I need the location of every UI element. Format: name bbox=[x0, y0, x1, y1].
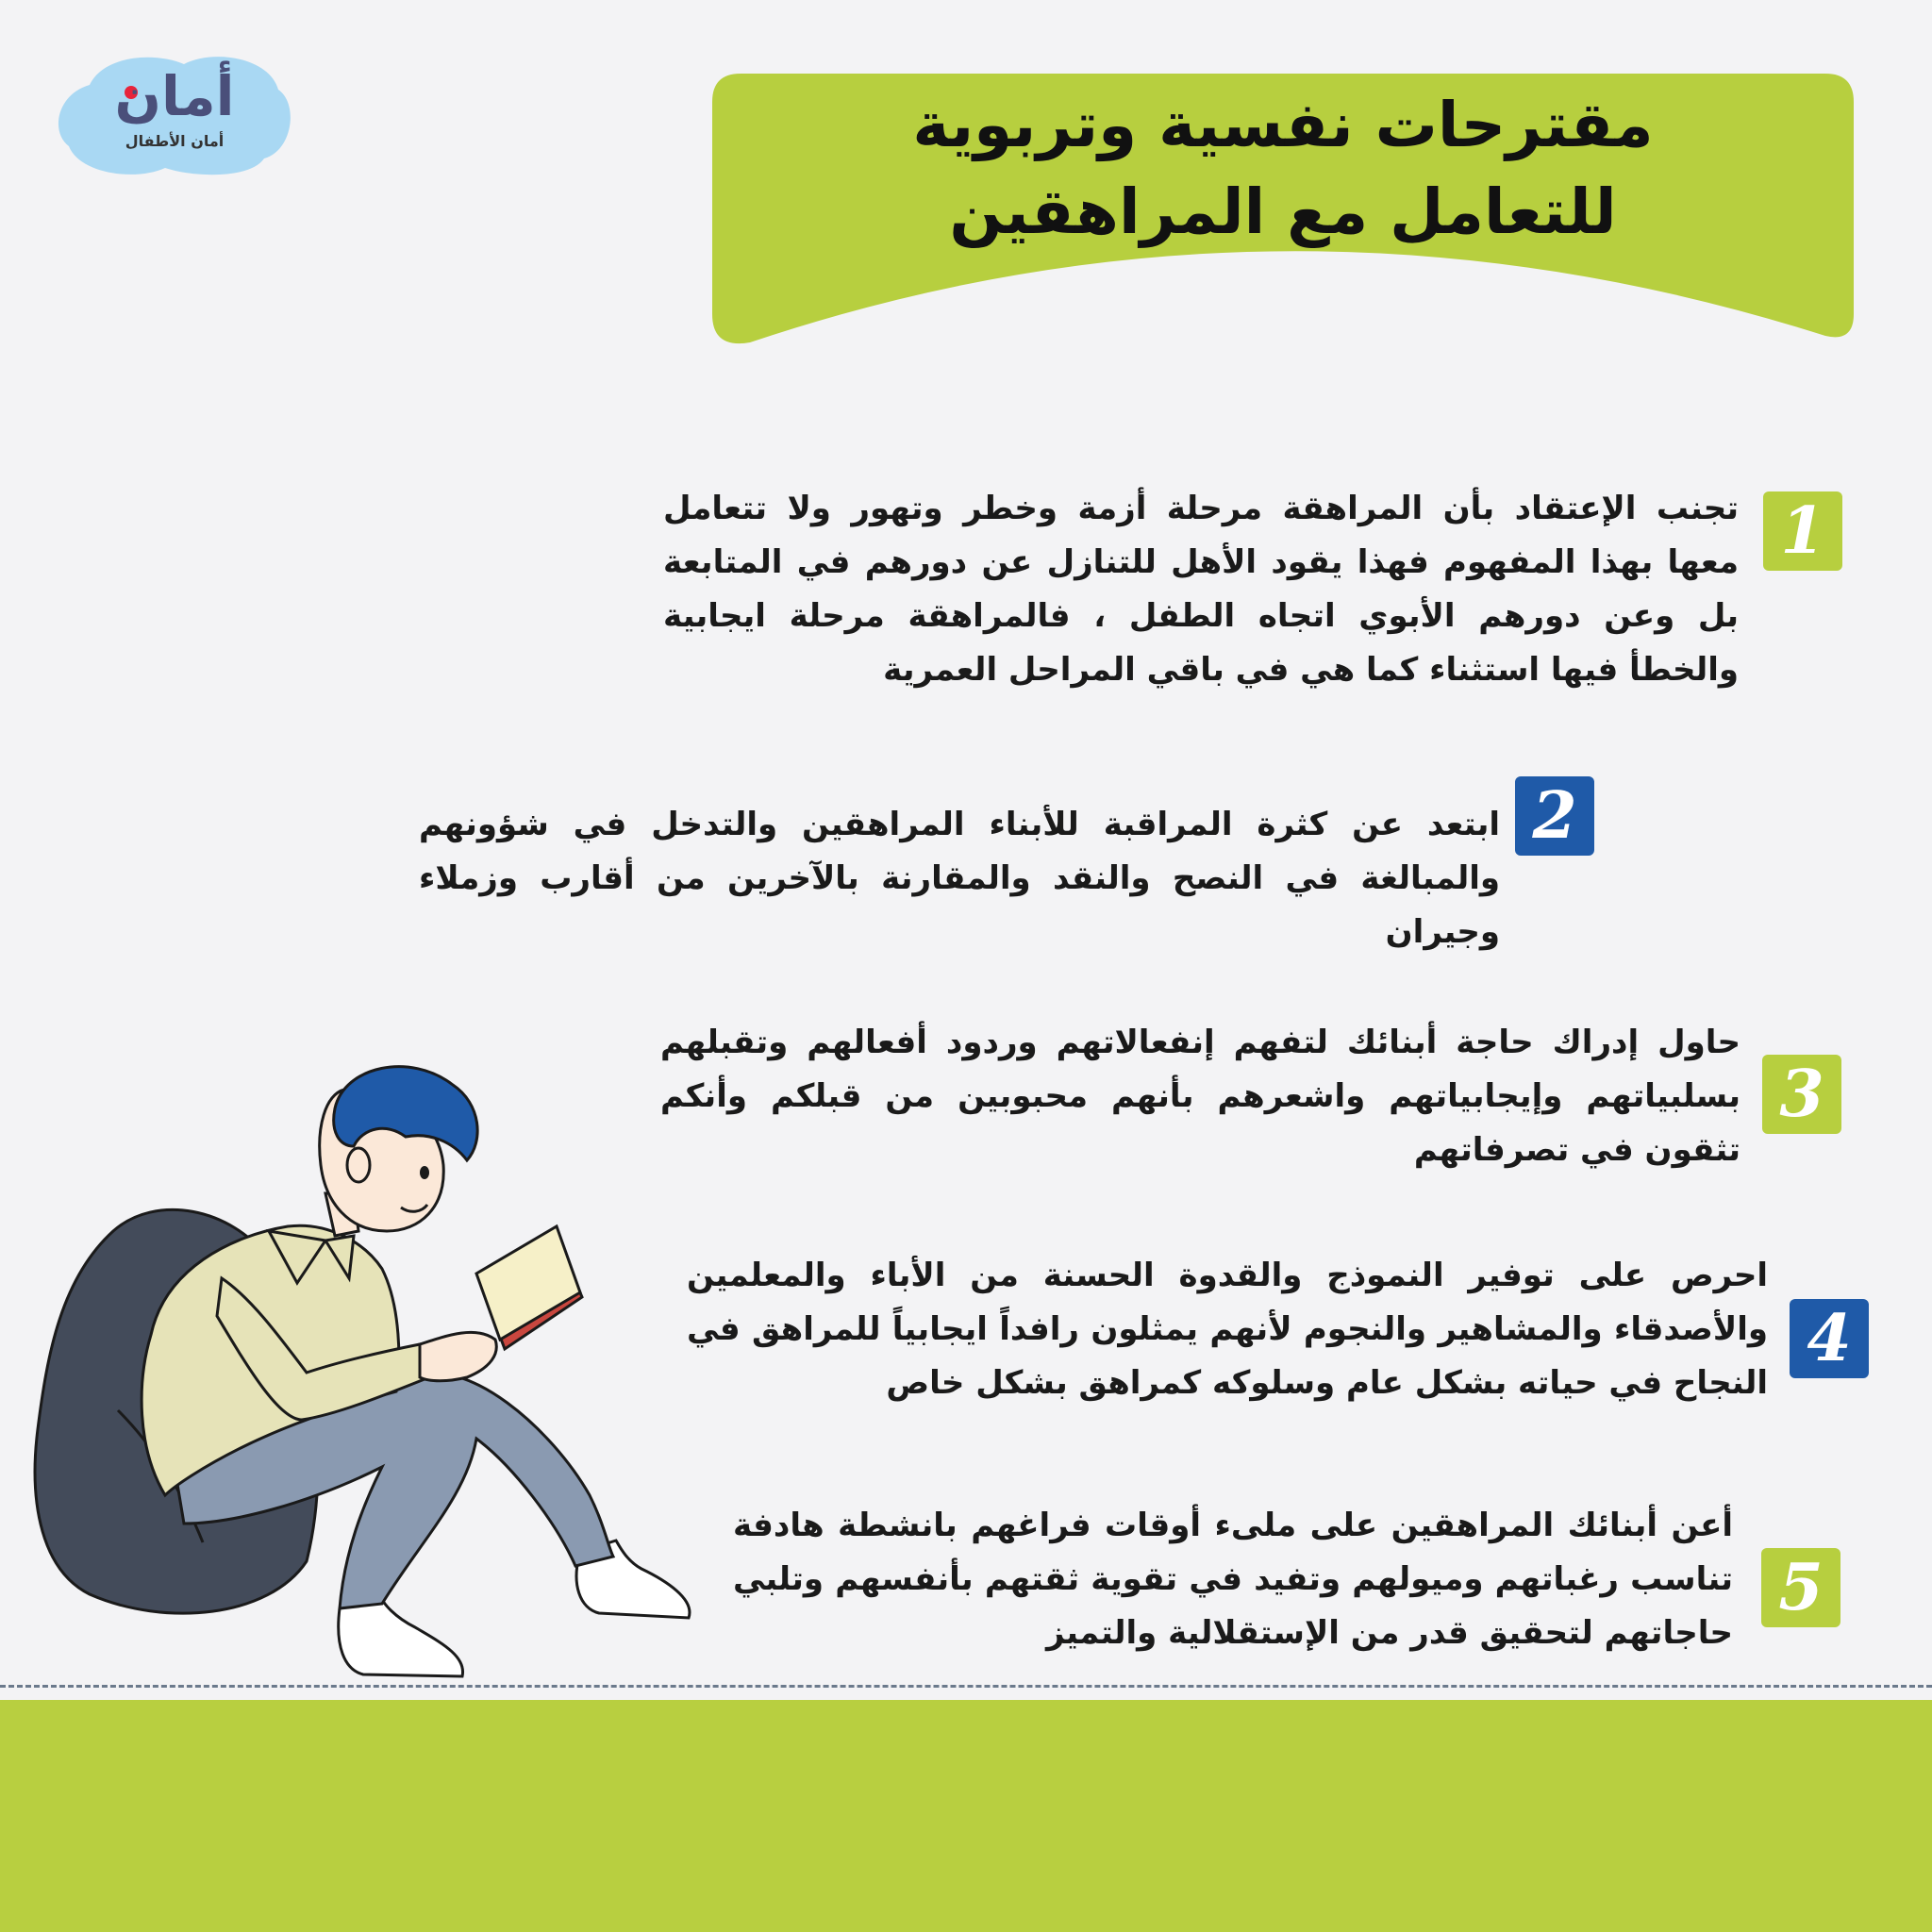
tip-4-number-badge: 4 bbox=[1790, 1299, 1869, 1378]
footer-band bbox=[0, 1700, 1932, 1932]
tip-1-number-badge: 1 bbox=[1763, 491, 1842, 571]
page-title-line-2: للتعامل مع المراهقين bbox=[949, 175, 1617, 248]
tip-2-number-badge: 2 bbox=[1515, 776, 1594, 856]
logo-wordmark: أمان bbox=[114, 64, 235, 128]
logo bbox=[52, 47, 297, 179]
tip-3-text: حاول إدراك حاجة أبنائك لتفهم إنفعالاتهم وردود أفعالهم وتقبلهم بسلبياتهم وإيجابياتهم واشعرهم بأنهم محبوبين من قبلكم وأنكم تثقون في تصرفاتهم bbox=[660, 1024, 1740, 1169]
footer-divider bbox=[0, 1685, 1932, 1688]
tip-1-text: تجنب الإعتقاد بأن المراهقة مرحلة أزمة وخطر وتهور ولا تتعامل معها بهذا المفهوم فهذا يقود الأهل للتنازل عن دورهم في المتابعة بل وعن دورهم الأبوي اتجاه الطفل ، فالمراهقة مرحلة ايجابية والخطأ فيها استثناء كما هي في باقي المراحل العمرية bbox=[663, 490, 1739, 689]
title-banner bbox=[712, 74, 1854, 347]
tip-2-text: ابتعد عن كثرة المراقبة للأبناء المراهقين والتدخل في شؤونهم والمبالغة في النصح والنقد والمقارنة بالآخرين من أقارب وزملاء وجيران bbox=[419, 806, 1500, 951]
tip-3-number-badge: 3 bbox=[1762, 1055, 1841, 1134]
tip-5-number-badge: 5 bbox=[1761, 1548, 1840, 1627]
tip-4-text: احرص على توفير النموذج والقدوة الحسنة من الأباء والمعلمين والأصدقاء والمشاهير والنجوم لأنهم يمثلون رافداً ايجابياً للمراهق في النجاح في حياته بشكل عام وسلوكه كمراهق بشكل خاص bbox=[687, 1257, 1768, 1402]
reading-teen-illustration bbox=[24, 1052, 703, 1689]
logo-subtitle: أمان الأطفال bbox=[125, 132, 225, 150]
page-title-line-1: مقترحات نفسية وتربوية bbox=[912, 89, 1654, 161]
reading-teen-drawing bbox=[24, 1052, 703, 1689]
tip-5-text: أعن أبنائك المراهقين على ملىء أوقات فراغهم بانشطة هادفة تناسب رغباتهم وميولهم وتفيد في تقوية ثقتهم بأنفسهم وتلبي حاجاتهم لتحقيق قدر من الإستقلالية والتميز bbox=[733, 1507, 1733, 1652]
